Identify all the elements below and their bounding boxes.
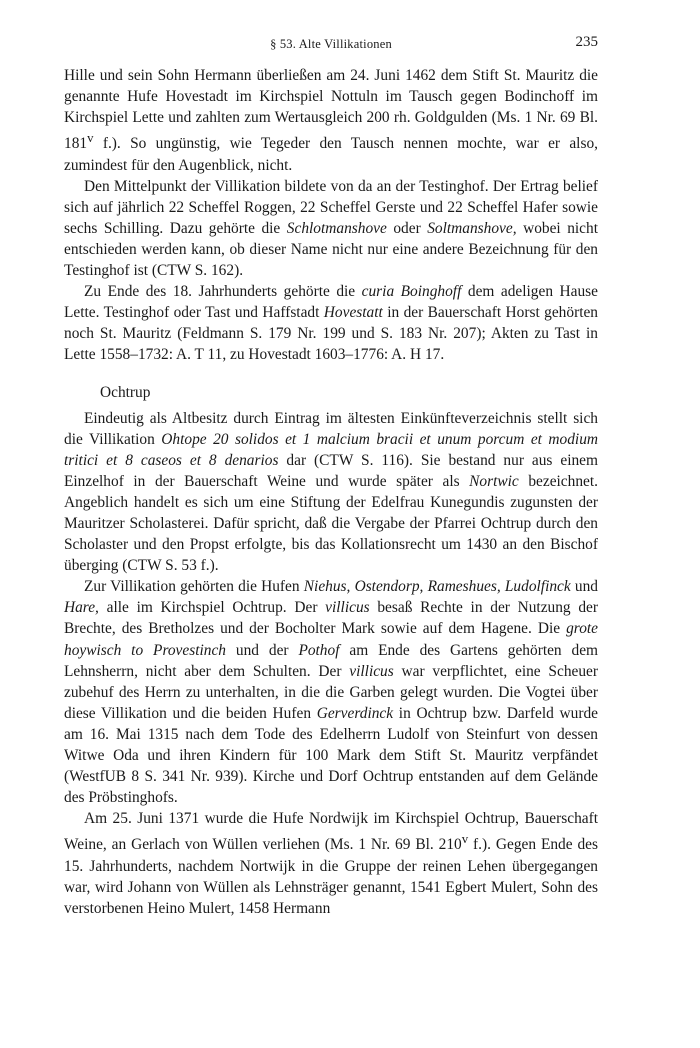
italic-term: curia Boinghoff bbox=[361, 283, 462, 301]
text-run: oder bbox=[386, 219, 428, 237]
running-head: § 53. Alte Villikationen bbox=[270, 37, 392, 51]
italic-term: grote hoywisch to Provestinch bbox=[64, 620, 598, 659]
italic-term: Soltmanshove, bbox=[427, 219, 517, 237]
paragraph-hovestadt-exchange bbox=[64, 65, 598, 176]
paragraph-18th-century bbox=[64, 281, 598, 365]
text-run: und bbox=[570, 578, 598, 596]
italic-term: Niehus, Ostendorp, Rameshues, Ludolfinck bbox=[303, 578, 571, 596]
text-run: dem adeligen Hause Lette. Testinghof oder Tast und Haffstadt bbox=[64, 283, 598, 322]
text-run: alle im Kirchspiel Ochtrup. Der bbox=[98, 599, 326, 617]
italic-term: Ohtope 20 solidos et 1 malcium bracii et unum porcum et modium tritici et 8 caseos et 8 denarios bbox=[64, 430, 599, 469]
text-run: f.). Gegen Ende des 15. Jahrhunderts, nachdem Nortwijk in die Gruppe der reinen Lehen übergegangen war, wird Johann von Wüllen als Lehnsträger genannt, 1541 Egbert Mulert, Sohn des verstorbenen Heino Mulert, 1458 Hermann bbox=[64, 836, 598, 917]
page-header bbox=[64, 34, 598, 60]
text-run: Den Mittelpunkt der Villikation bildete von da an der Testinghof. Der Ertrag belief sich auf jährlich 22 Scheffel Roggen, 22 Scheffel Gerste und 22 Scheffel Hafer sowie sechs Schilling. Dazu gehörte die bbox=[64, 177, 598, 237]
text-run: Zu Ende des 18. Jahrhunderts gehörte die bbox=[84, 283, 362, 301]
page-number: 235 bbox=[575, 34, 598, 50]
paragraph-nordwijk bbox=[64, 808, 598, 919]
paragraph-ochtrup-origin bbox=[64, 408, 598, 577]
paragraph-villikation-hufen bbox=[64, 576, 598, 808]
italic-term: villicus bbox=[349, 662, 394, 680]
italic-term: Hare, bbox=[64, 599, 99, 617]
section-heading-ochtrup: Ochtrup bbox=[100, 384, 151, 402]
text-run: wobei nicht entschieden werden kann, ob dieser Name nicht nur eine andere Bezeichnung für den Testinghof ist (CTW S. 162). bbox=[64, 219, 598, 279]
text-run: besaß Rechte in der Nutzung der Brechte, des Bretholzes und der Bocholter Mark sowie auf dem Hagene. Die bbox=[64, 599, 598, 638]
text-run: dar (CTW S. 116). Sie bestand nur aus einem Einzelhof in der Bauerschaft Weine und wurde später als bbox=[64, 451, 598, 490]
italic-term: Nortwic bbox=[469, 472, 519, 490]
text-run: am Ende des Gartens gehörten dem Lehnsherrn, nicht aber dem Schulten. Der bbox=[64, 641, 599, 680]
book-page bbox=[64, 34, 598, 919]
text-run: f.). So ungünstig, wie Tegeder den Tausch nennen mochte, war er also, zumindest für den Augenblick, nicht. bbox=[64, 135, 598, 174]
text-run: und der bbox=[226, 641, 299, 659]
text-run: Am 25. Juni 1371 wurde die Hufe Nordwijk im Kirchspiel Ochtrup, Bauerschaft Weine, an Gerlach von Wüllen verliehen (Ms. 1 Nr. 69 Bl. 210 bbox=[64, 810, 598, 854]
italic-term: Pothof bbox=[298, 641, 340, 659]
italic-term: Schlotmanshove bbox=[286, 219, 387, 237]
text-run: Eindeutig als Altbesitz durch Eintrag im ältesten Einkünfteverzeichnis stellt sich die Villikation bbox=[64, 409, 598, 448]
italic-term: villicus bbox=[325, 599, 370, 617]
italic-term: Hovestatt bbox=[323, 304, 383, 322]
text-run: in der Bauerschaft Horst gehörten noch St. Mauritz (Feldmann S. 179 Nr. 199 und S. 183 Nr. 207); Akten zu Tast in Lette 1558–1732: A. T 11, zu Hovestadt 1603–1776: A. H 17. bbox=[64, 304, 598, 364]
text-run: war verpflichtet, eine Scheuer zubehuf des Herrn zu unterhalten, in die die Garben gelegt wurden. Die Vogtei über diese Villikation und die beiden Hufen bbox=[64, 662, 598, 722]
superscript: v bbox=[461, 832, 469, 847]
text-run: Zur Villikation gehörten die Hufen bbox=[84, 578, 304, 596]
text-run: bezeichnet. Angeblich handelt es sich um eine Stiftung der Edelfrau Kunegundis zugunsten der Mauritzer Scholasterei. Dafür spricht, daß die Vergabe der Pfarrei Ochtrup durch den Scholaster und den Propst erfolgte, bis das Kollationsrecht um 1430 an den Bischof überging (CTW S. 53 f.). bbox=[64, 472, 598, 575]
paragraph-testinghof bbox=[64, 176, 598, 281]
superscript: v bbox=[87, 131, 94, 146]
text-run: in Ochtrup bzw. Darfeld wurde am 16. Mai 1315 nach dem Tode des Edelherrn Ludolf von Steinfurt von dessen Witwe Oda und ihren Kindern für 100 Mark dem Stift St. Mauritz verpfändet (WestfUB 8 S. 341 Nr. 939). Kirche und Dorf Ochtrup entstanden auf dem Gelände des Pröbstinghofs. bbox=[64, 704, 598, 807]
page-body bbox=[64, 65, 598, 919]
italic-term: Gerverdinck bbox=[316, 704, 394, 722]
text-run: Hille und sein Sohn Hermann überließen am 24. Juni 1462 dem Stift St. Mauritz die genannte Hufe Hovestadt im Kirchspiel Nottuln im Tausch gegen Bodinchoff im Kirchspiel Lette und zahlten zum Wertausgleich 200 rh. Goldgulden (Ms. 1 Nr. 69 Bl. 181 bbox=[64, 67, 598, 153]
